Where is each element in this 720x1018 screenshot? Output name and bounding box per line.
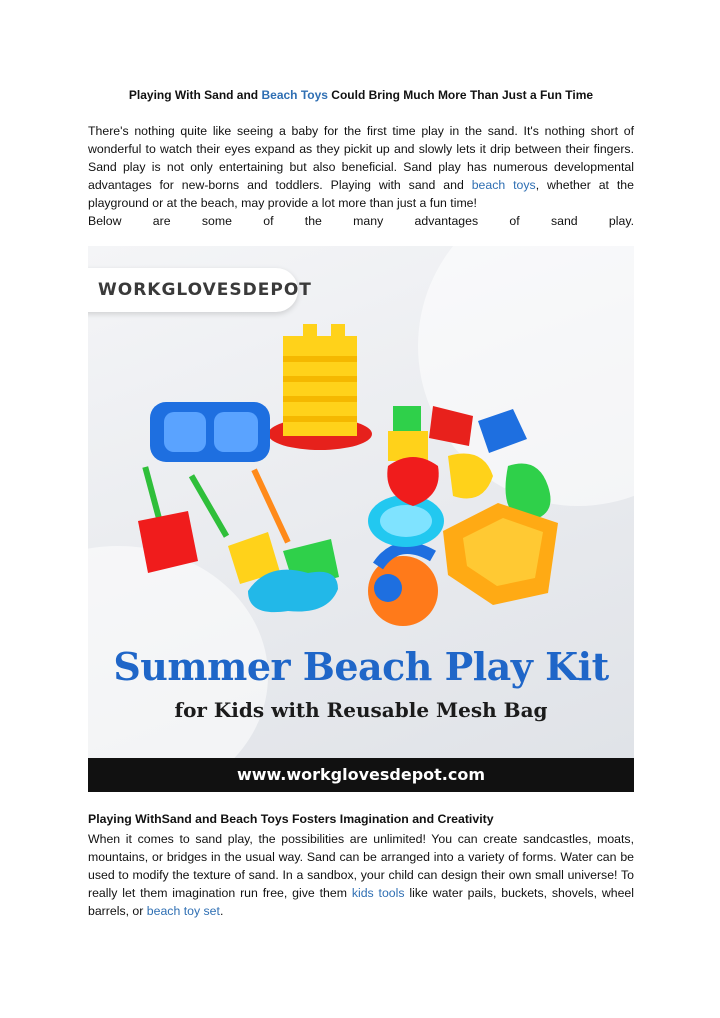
product-banner-image	[88, 246, 634, 792]
banner-headline: Summer Beach Play Kit	[113, 644, 609, 689]
intro-paragraph	[88, 122, 634, 230]
blue-sieve-toy	[150, 402, 270, 462]
kids-tools-link[interactable]: kids tools	[351, 886, 405, 900]
intro-text-start: There's nothing quite like seeing a baby for the first time play in the sand. It's nothing short of wonderful to watch their eyes expand as they pickit up and slowly lets it drip between their fingers. Sand play is not only entertaining but also beneficial. Sand play has numerous developmental advantages for new-borns and toddlers. Playing with sand and	[88, 124, 634, 192]
brand-logo: WORKGLOVESDEPOT	[98, 280, 312, 300]
title-text-start: Playing With Sand and	[128, 88, 262, 102]
small-mold-toys	[387, 406, 550, 521]
banner-url: www.workglovesdepot.com	[236, 765, 486, 784]
red-shovel-toy	[138, 466, 198, 573]
title-text-end: Could Bring Much More Than Just a Fun Time	[327, 88, 594, 102]
orange-pyramid-mold-toy	[443, 503, 558, 605]
beach-toys-link[interactable]: beach toys	[471, 178, 536, 192]
beach-toys-illustration	[88, 316, 634, 636]
intro-text-end: , whether at the playground or at the beach, may provide a lot more than just a fun time!	[88, 178, 634, 210]
intro-last-line: Below are some of the many advantages of sand play.	[88, 214, 634, 228]
section-heading: Playing WithSand and Beach Toys Fosters Imagination and Creativity	[88, 812, 494, 826]
section-text-end: .	[219, 904, 224, 918]
section-text-middle: like water pails, buckets, shovels, wheel barrels, or	[88, 886, 634, 918]
watering-can-toy	[368, 548, 438, 626]
beach-toys-title-link[interactable]: Beach Toys	[261, 88, 328, 102]
page-title	[88, 88, 634, 102]
beach-toy-set-link[interactable]: beach toy set	[146, 904, 220, 918]
banner-subline: for Kids with Reusable Mesh Bag	[174, 698, 548, 722]
section-paragraph	[88, 830, 634, 920]
section-text-start: When it comes to sand play, the possibilities are unlimited! You can create sandcastles, moats, mountains, or bridges in the usual way. Sand can be arranged into a variety of forms. Water can be used to modify the texture of sand. In a sandbox, your child can design their own small universe! To really let them imagination run free, give them	[88, 832, 634, 900]
castle-bucket-toy	[268, 324, 372, 450]
